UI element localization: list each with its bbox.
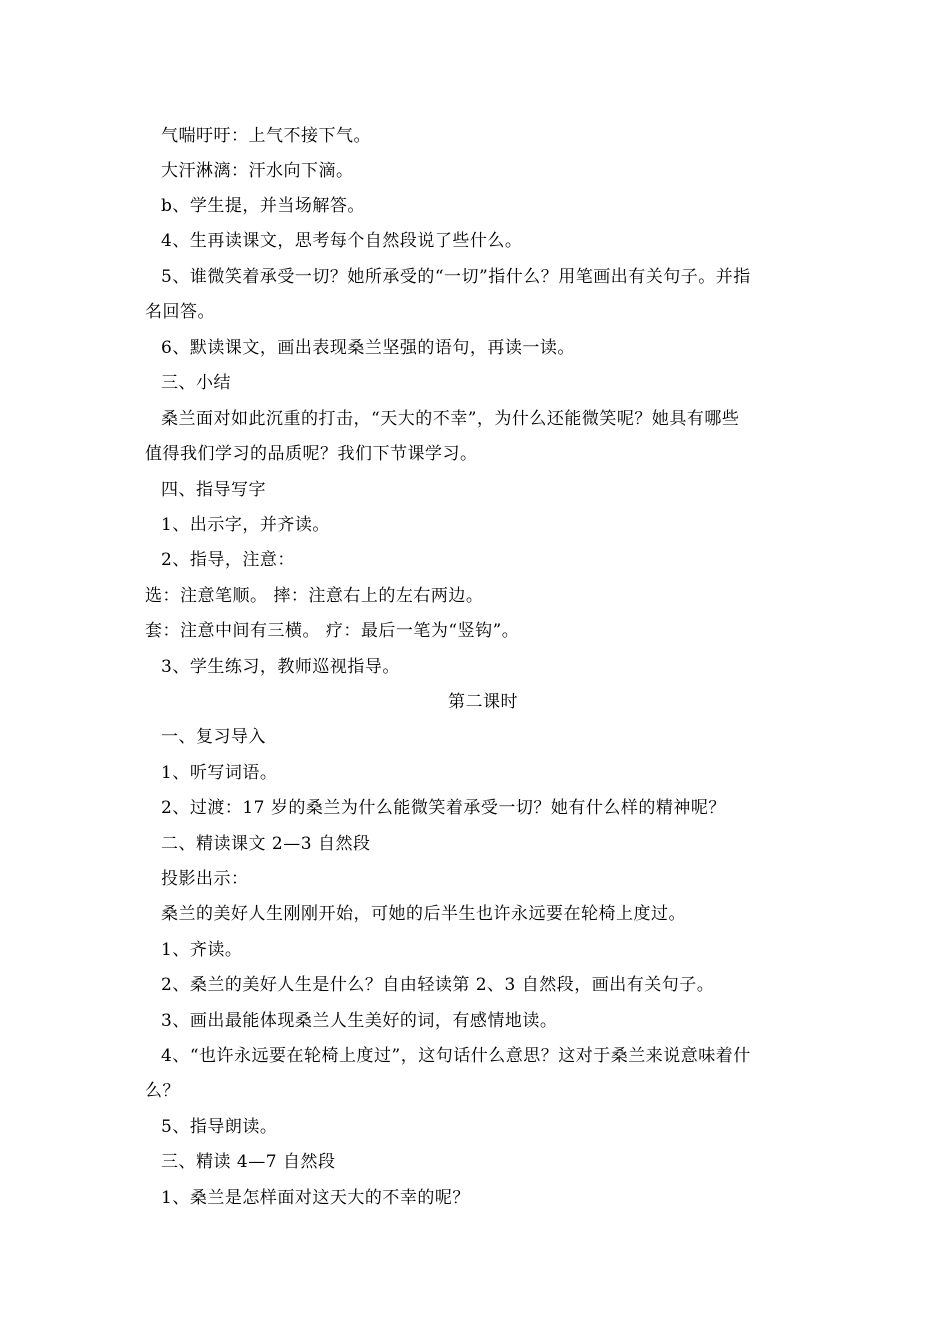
text-line: 2、桑兰的美好人生是什么？自由轻读第 2、3 自然段，画出有关句子。 (161, 975, 715, 995)
text-line: 2、过渡：17 岁的桑兰为什么能微笑着承受一切？她有什么样的精神呢？ (161, 798, 726, 818)
text-line: 气喘吁吁：上气不接下气。 (161, 126, 371, 146)
text-line: 6、默读课文，画出表现桑兰坚强的语句，再读一读。 (161, 338, 575, 358)
text-line: 5、指导朗读。 (161, 1117, 278, 1137)
text-line: 选：注意笔顺。 摔：注意右上的左右两边。 (145, 586, 484, 606)
text-line: b、学生提，并当场解答。 (161, 196, 365, 216)
text-line: 大汗淋漓：汗水向下滴。 (161, 161, 354, 181)
text-line: 投影出示： (161, 869, 249, 889)
text-line: 么？ (145, 1081, 180, 1101)
text-line: 5、谁微笑着承受一切？她所承受的“一切”指什么？用笔画出有关句子。并指 (161, 267, 751, 287)
section-heading: 三、小结 (161, 373, 231, 393)
text-line: 套：注意中间有三横。 疗：最后一笔为“竖钩”。 (145, 621, 520, 641)
lesson-heading: 第二课时 (448, 692, 518, 712)
text-line: 1、桑兰是怎样面对这天大的不幸的呢？ (161, 1188, 470, 1208)
text-line: 3、学生练习，教师巡视指导。 (161, 657, 400, 677)
text-line: 2、指导，注意： (161, 550, 295, 570)
section-heading: 一、复习导入 (161, 727, 266, 747)
text-line: 4、生再读课文，思考每个自然段说了些什么。 (161, 231, 523, 251)
text-line: 桑兰的美好人生刚刚开始，可她的后半生也许永远要在轮椅上度过。 (161, 904, 686, 924)
text-line: 3、画出最能体现桑兰人生美好的词，有感情地读。 (161, 1011, 558, 1031)
text-line: 1、出示字，并齐读。 (161, 515, 330, 535)
text-line: 4、“也许永远要在轮椅上度过”，这句话什么意思？这对于桑兰来说意味着什 (161, 1046, 751, 1066)
text-line: 值得我们学习的品质呢？我们下节课学习。 (145, 444, 478, 464)
section-heading: 四、指导写字 (161, 480, 266, 500)
section-heading: 三、精读 4—7 自然段 (161, 1152, 336, 1172)
section-heading: 二、精读课文 2—3 自然段 (161, 834, 371, 854)
text-line: 1、听写词语。 (161, 763, 278, 783)
text-line: 桑兰面对如此沉重的打击，“天大的不幸”，为什么还能微笑呢？她具有哪些 (161, 409, 740, 429)
text-line: 1、齐读。 (161, 940, 243, 960)
text-line: 名回答。 (145, 302, 215, 322)
